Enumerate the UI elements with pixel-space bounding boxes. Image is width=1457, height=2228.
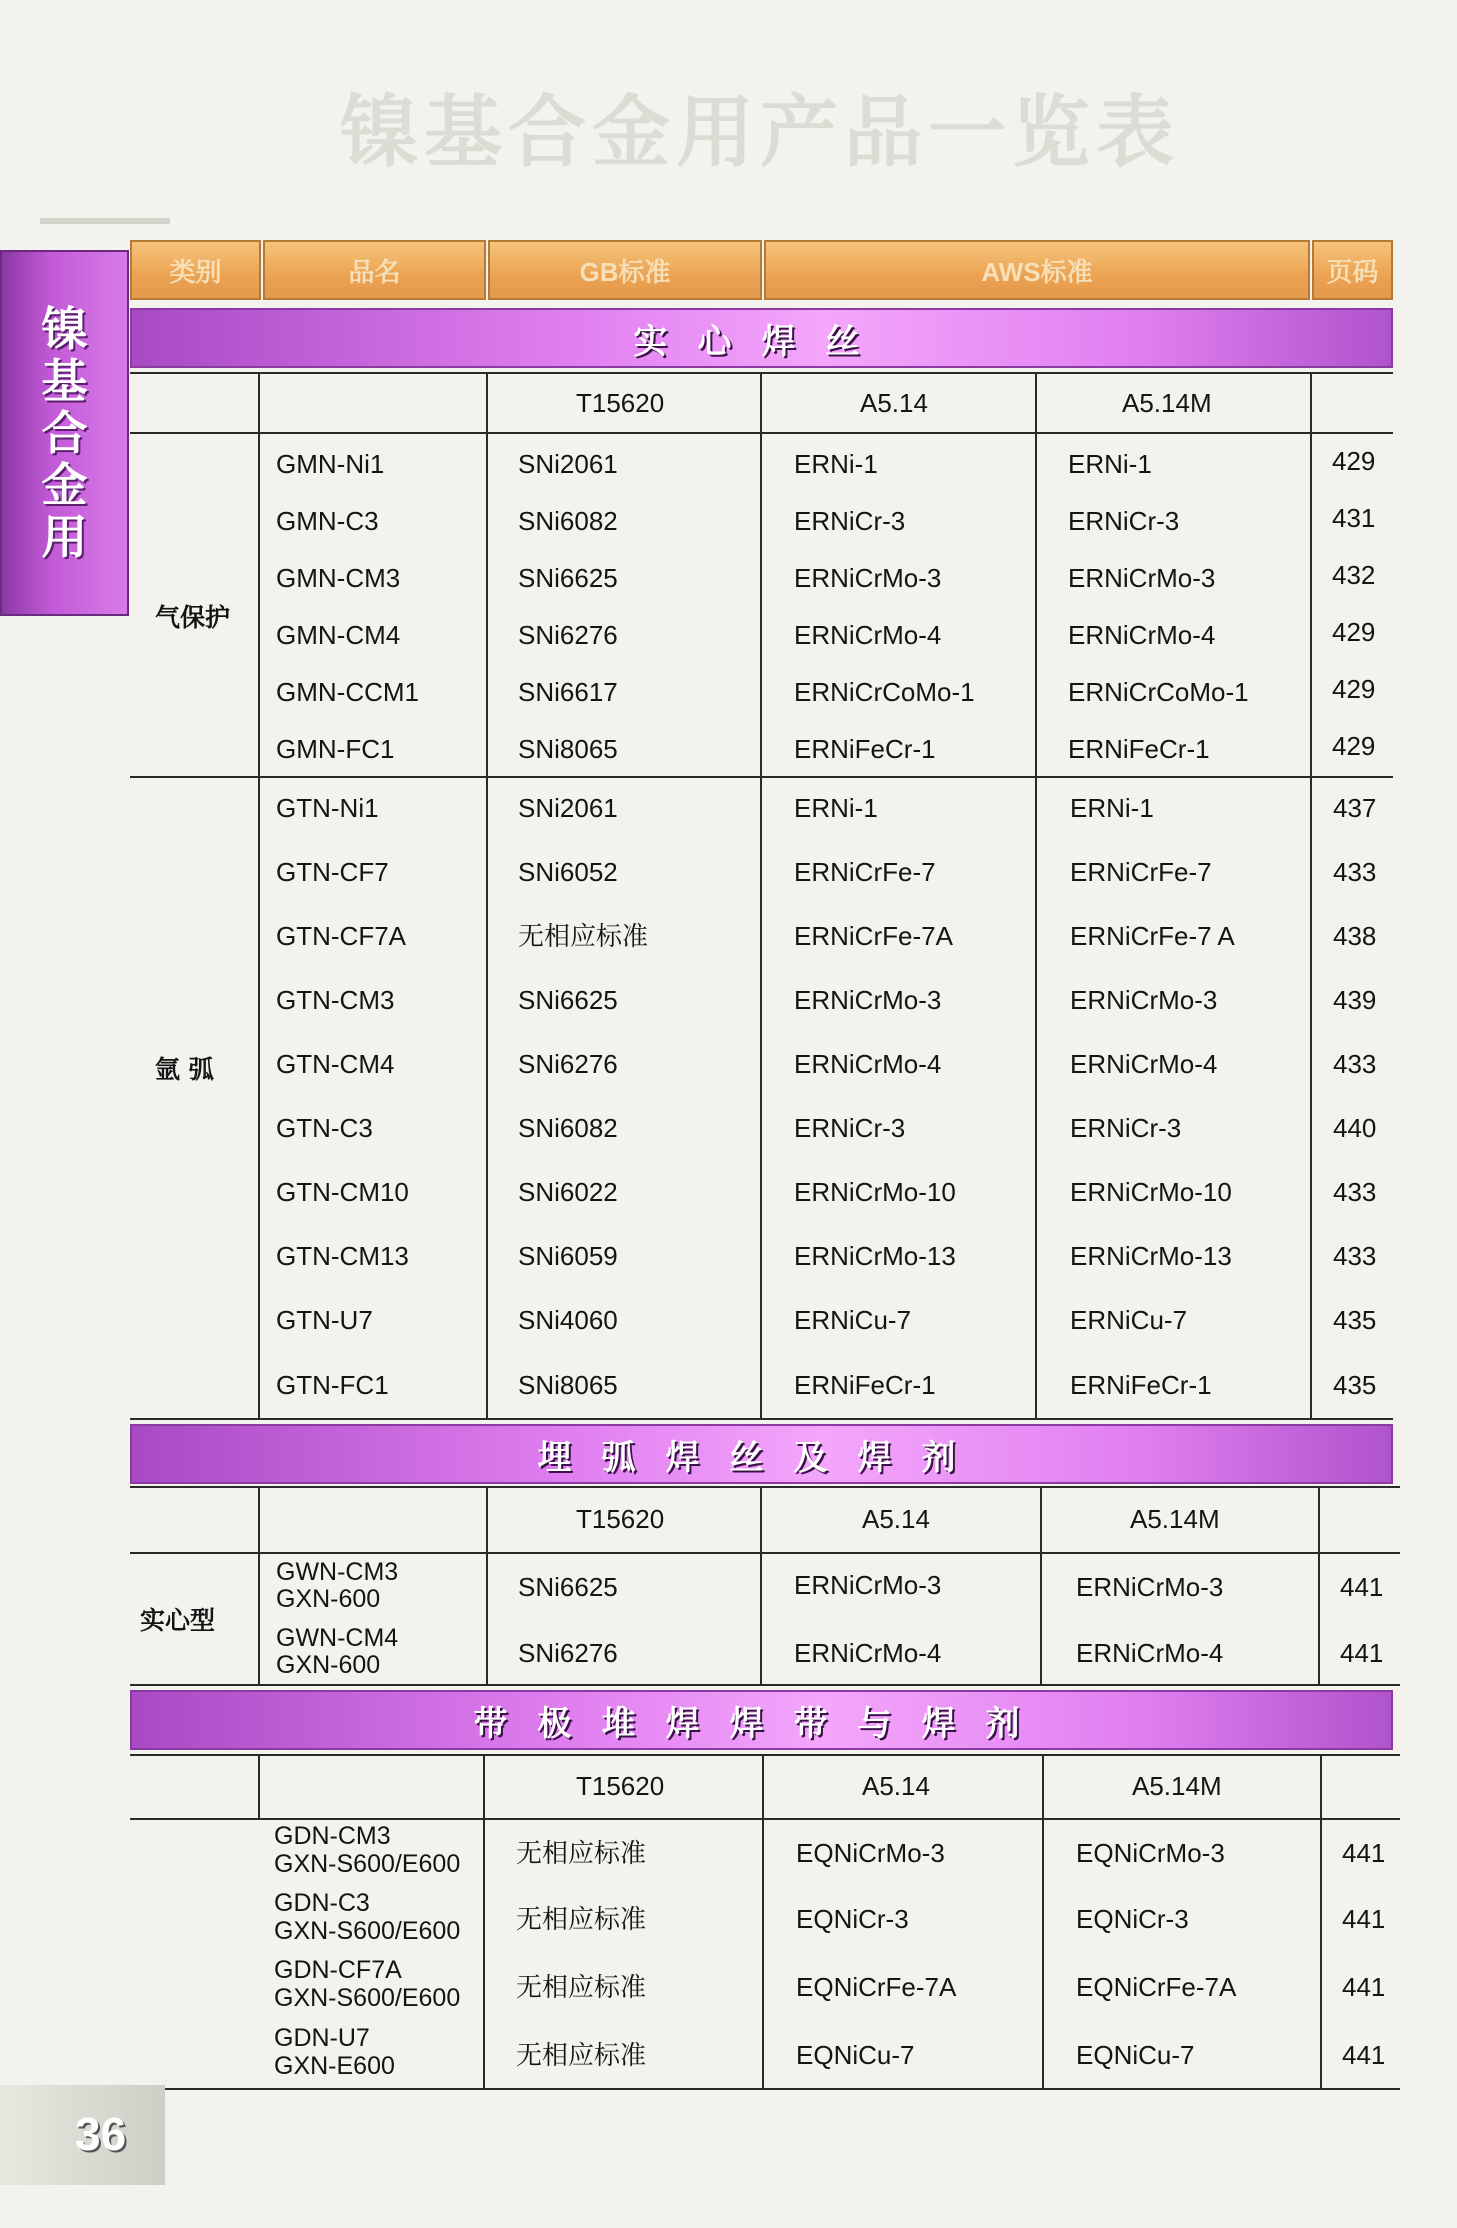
aws-a514: ERNiCrFe-7 bbox=[794, 857, 936, 887]
page-number-box bbox=[0, 2085, 165, 2185]
product-name: GTN-C3 bbox=[276, 1113, 373, 1143]
aws-a514m: ERNiCrMo-3 bbox=[1068, 563, 1216, 593]
page-ref: 429 bbox=[1332, 446, 1376, 476]
section-bar-strip-cladding bbox=[130, 1690, 1393, 1750]
aws-a514: ERNiFeCr-1 bbox=[794, 734, 936, 764]
gb-standard: SNi2061 bbox=[518, 793, 618, 823]
category-argon-arc: 氩 弧 bbox=[155, 1055, 214, 1084]
gb-standard: SNi6022 bbox=[518, 1177, 618, 1207]
flux-name: GXN-S600/E600 bbox=[274, 1917, 461, 1945]
aws-a514m: ERNiFeCr-1 bbox=[1070, 1370, 1212, 1400]
product-name: GDN-C3 bbox=[274, 1889, 370, 1917]
col-header-gb: T15620 bbox=[576, 1504, 665, 1534]
side-tab bbox=[0, 250, 129, 616]
product-name: GDN-CF7A bbox=[274, 1956, 402, 1984]
product-name: GTN-CF7 bbox=[276, 857, 389, 887]
gb-standard: SNi6052 bbox=[518, 857, 618, 887]
section-bar-solid-wire bbox=[130, 308, 1393, 368]
flux-name: GXN-S600/E600 bbox=[274, 1850, 461, 1878]
page-ref: 437 bbox=[1333, 793, 1377, 823]
aws-a514m: ERNiCrMo-10 bbox=[1070, 1177, 1232, 1207]
col-header-a514: A5.14 bbox=[860, 388, 928, 418]
aws-a514m: ERNiCrCoMo-1 bbox=[1068, 677, 1249, 707]
page-ref: 441 bbox=[1342, 1838, 1386, 1868]
aws-a514: EQNiCr-3 bbox=[796, 1904, 909, 1934]
product-name: GTN-CF7A bbox=[276, 921, 406, 951]
aws-a514: ERNiCrMo-4 bbox=[794, 620, 942, 650]
gb-standard: SNi6625 bbox=[518, 985, 618, 1015]
aws-a514: EQNiCrMo-3 bbox=[796, 1838, 945, 1868]
gb-standard: SNi6059 bbox=[518, 1241, 618, 1271]
page-ref: 431 bbox=[1332, 503, 1376, 533]
product-name: GWN-CM3 bbox=[276, 1558, 399, 1586]
aws-a514m: ERNiCrFe-7 A bbox=[1070, 921, 1235, 951]
gb-standard: SNi6082 bbox=[518, 1113, 618, 1143]
aws-a514: EQNiCrFe-7A bbox=[796, 1972, 957, 2002]
aws-a514m: ERNiCrMo-3 bbox=[1076, 1572, 1224, 1602]
aws-a514m: EQNiCrMo-3 bbox=[1076, 1838, 1225, 1868]
aws-a514m: ERNiCu-7 bbox=[1070, 1305, 1188, 1335]
gb-standard: 无相应标准 bbox=[516, 2040, 647, 2070]
page-ref: 435 bbox=[1333, 1305, 1377, 1335]
header-category: 类别 bbox=[130, 240, 261, 300]
gb-standard: 无相应标准 bbox=[516, 1838, 647, 1868]
aws-a514: ERNiCrMo-3 bbox=[794, 985, 942, 1015]
col-header-a514m: A5.14M bbox=[1132, 1771, 1222, 1801]
aws-a514m: EQNiCrFe-7A bbox=[1076, 1972, 1237, 2002]
section-title: 带极堆焊焊带与焊剂 bbox=[473, 1703, 1050, 1744]
aws-a514: ERNiCrCoMo-1 bbox=[794, 677, 975, 707]
product-name: GDN-U7 bbox=[274, 2024, 370, 2052]
header-aws: AWS标准 bbox=[764, 240, 1310, 300]
aws-a514m: ERNiCr-3 bbox=[1070, 1113, 1182, 1143]
aws-a514m: EQNiCr-3 bbox=[1076, 1904, 1189, 1934]
product-name: GTN-CM10 bbox=[276, 1177, 409, 1207]
aws-a514m: ERNiCr-3 bbox=[1068, 506, 1180, 536]
product-name: GTN-Ni1 bbox=[276, 793, 379, 823]
section-title: 实心焊丝 bbox=[633, 321, 890, 362]
aws-a514: ERNi-1 bbox=[794, 449, 878, 479]
col-header-a514: A5.14 bbox=[862, 1771, 930, 1801]
page-ref: 441 bbox=[1342, 1972, 1386, 2002]
aws-a514: ERNiCrMo-4 bbox=[794, 1638, 942, 1668]
aws-a514m: EQNiCu-7 bbox=[1076, 2040, 1195, 2070]
gb-standard: SNi8065 bbox=[518, 1370, 618, 1400]
header-gb: GB标准 bbox=[488, 240, 762, 300]
page-ref: 433 bbox=[1333, 857, 1377, 887]
gb-standard: SNi8065 bbox=[518, 734, 618, 764]
page-ref: 441 bbox=[1340, 1638, 1384, 1668]
side-tab-char: 基 bbox=[41, 354, 88, 408]
aws-a514m: ERNiCrFe-7 bbox=[1070, 857, 1212, 887]
flux-name: GXN-S600/E600 bbox=[274, 1984, 461, 2012]
product-name: GMN-FC1 bbox=[276, 734, 395, 764]
flux-name: GXN-600 bbox=[276, 1585, 381, 1613]
page-ref: 441 bbox=[1342, 2040, 1386, 2070]
aws-a514: ERNiCrMo-10 bbox=[794, 1177, 956, 1207]
page-number: 36 bbox=[75, 2108, 127, 2160]
decorative-dash bbox=[40, 218, 170, 224]
page-ref: 429 bbox=[1332, 731, 1376, 761]
product-name: GMN-CCM1 bbox=[276, 677, 419, 707]
aws-a514: ERNiCr-3 bbox=[794, 506, 906, 536]
aws-a514m: ERNi-1 bbox=[1068, 449, 1152, 479]
product-name: GMN-CM3 bbox=[276, 563, 401, 593]
gb-standard: SNi6625 bbox=[518, 563, 618, 593]
page-ref: 440 bbox=[1333, 1113, 1377, 1143]
side-tab-char: 金 bbox=[41, 458, 88, 512]
aws-a514: ERNiCrMo-3 bbox=[794, 563, 942, 593]
gb-standard: SNi6625 bbox=[518, 1572, 618, 1602]
col-header-gb: T15620 bbox=[576, 1771, 665, 1801]
gb-standard: SNi6617 bbox=[518, 677, 618, 707]
page-ref: 433 bbox=[1333, 1049, 1377, 1079]
gb-standard: SNi6276 bbox=[518, 1049, 618, 1079]
aws-a514: ERNiCu-7 bbox=[794, 1305, 912, 1335]
aws-a514: ERNiFeCr-1 bbox=[794, 1370, 936, 1400]
col-header-a514m: A5.14M bbox=[1122, 388, 1212, 418]
product-name: GTN-U7 bbox=[276, 1305, 373, 1335]
col-header-a514m: A5.14M bbox=[1130, 1504, 1220, 1534]
product-name: GTN-CM4 bbox=[276, 1049, 395, 1079]
header-product: 品名 bbox=[263, 240, 486, 300]
gb-standard: 无相应标准 bbox=[516, 1904, 647, 1934]
page-ref: 439 bbox=[1333, 985, 1377, 1015]
section-title: 埋弧焊丝及焊剂 bbox=[537, 1437, 986, 1478]
side-tab-char: 合 bbox=[41, 406, 88, 460]
aws-a514m: ERNi-1 bbox=[1070, 793, 1154, 823]
gb-standard: 无相应标准 bbox=[516, 1972, 647, 2002]
product-name: GMN-CM4 bbox=[276, 620, 401, 650]
page-ref: 429 bbox=[1332, 617, 1376, 647]
aws-a514: ERNiCrMo-4 bbox=[794, 1049, 942, 1079]
product-name: GTN-FC1 bbox=[276, 1370, 389, 1400]
page-ref: 438 bbox=[1333, 921, 1377, 951]
category-gas-shielded: 气保护 bbox=[155, 603, 231, 632]
category-solid-type: 实心型 bbox=[140, 1606, 216, 1635]
aws-a514m: ERNiCrMo-4 bbox=[1076, 1638, 1224, 1668]
product-name: GTN-CM3 bbox=[276, 985, 395, 1015]
aws-a514: ERNiCrMo-3 bbox=[794, 1570, 942, 1600]
product-name: GMN-C3 bbox=[276, 506, 379, 536]
col-header-a514: A5.14 bbox=[862, 1504, 930, 1534]
col-header-gb: T15620 bbox=[576, 388, 665, 418]
gb-standard: SNi6082 bbox=[518, 506, 618, 536]
product-name: GWN-CM4 bbox=[276, 1624, 399, 1652]
aws-a514: EQNiCu-7 bbox=[796, 2040, 915, 2070]
gb-standard: 无相应标准 bbox=[518, 921, 649, 951]
aws-a514m: ERNiCrMo-4 bbox=[1068, 620, 1216, 650]
gb-standard: SNi4060 bbox=[518, 1305, 618, 1335]
aws-a514: ERNiCr-3 bbox=[794, 1113, 906, 1143]
product-name: GDN-CM3 bbox=[274, 1822, 391, 1850]
product-name: GTN-CM13 bbox=[276, 1241, 409, 1271]
gb-standard: SNi6276 bbox=[518, 620, 618, 650]
aws-a514: ERNiCrFe-7A bbox=[794, 921, 953, 951]
page-ref: 433 bbox=[1333, 1241, 1377, 1271]
product-name: GMN-Ni1 bbox=[276, 449, 385, 479]
aws-a514m: ERNiCrMo-13 bbox=[1070, 1241, 1232, 1271]
aws-a514: ERNi-1 bbox=[794, 793, 878, 823]
aws-a514: ERNiCrMo-13 bbox=[794, 1241, 956, 1271]
faint-page-title: 镍基合金用产品一览表 bbox=[339, 88, 1180, 176]
section-bar-submerged-arc bbox=[130, 1424, 1393, 1484]
gb-standard: SNi6276 bbox=[518, 1638, 618, 1668]
aws-a514m: ERNiCrMo-4 bbox=[1070, 1049, 1218, 1079]
page-ref: 441 bbox=[1342, 1904, 1386, 1934]
aws-a514m: ERNiFeCr-1 bbox=[1068, 734, 1210, 764]
header-page: 页码 bbox=[1312, 240, 1393, 300]
flux-name: GXN-E600 bbox=[274, 2052, 395, 2080]
page-ref: 429 bbox=[1332, 674, 1376, 704]
page-ref: 432 bbox=[1332, 560, 1376, 590]
side-tab-char: 镍 bbox=[41, 302, 88, 356]
gb-standard: SNi2061 bbox=[518, 449, 618, 479]
page-ref: 441 bbox=[1340, 1572, 1384, 1602]
page-ref: 433 bbox=[1333, 1177, 1377, 1207]
aws-a514m: ERNiCrMo-3 bbox=[1070, 985, 1218, 1015]
side-tab-char: 用 bbox=[41, 510, 88, 564]
page-ref: 435 bbox=[1333, 1370, 1377, 1400]
flux-name: GXN-600 bbox=[276, 1651, 381, 1679]
